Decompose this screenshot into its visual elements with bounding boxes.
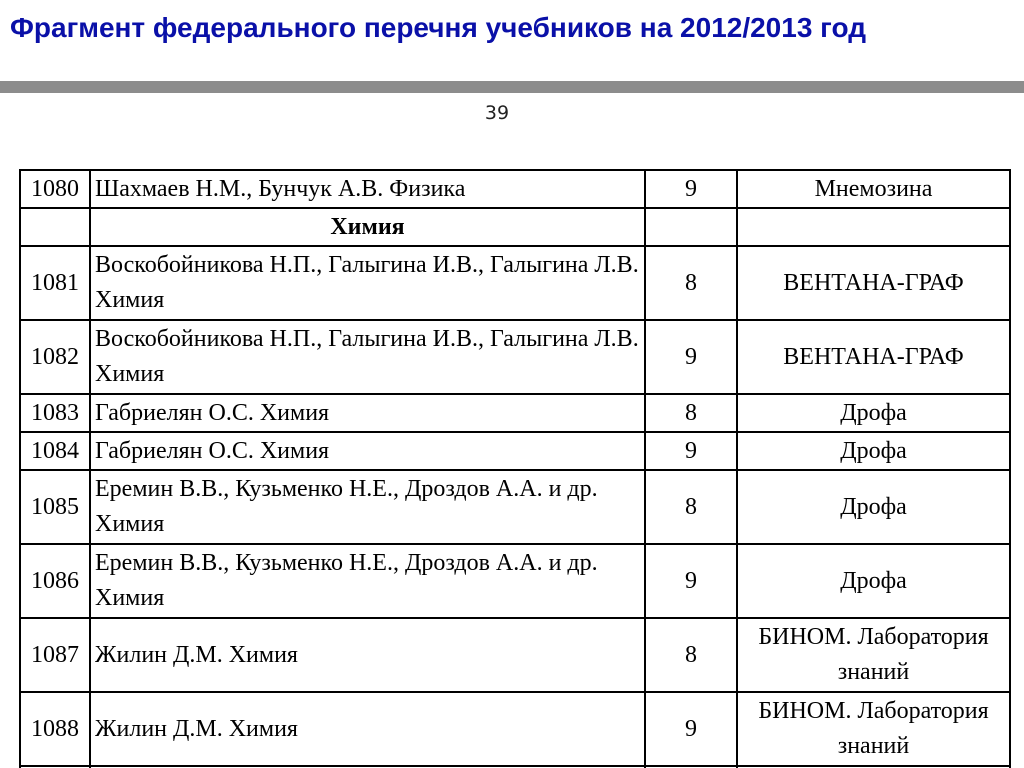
empty-cell bbox=[645, 208, 737, 246]
textbook-list-table bbox=[19, 169, 1011, 768]
slide-title: Фрагмент федерального перечня учебников на 2012/2013 год bbox=[10, 12, 866, 43]
book-title: Еремин В.В., Кузьменко Н.Е., Дроздов А.А. и др. Химия bbox=[90, 544, 645, 618]
table-row bbox=[20, 544, 1010, 618]
table-row bbox=[20, 692, 1010, 766]
grade-cell: 9 bbox=[645, 320, 737, 394]
grade-cell: 9 bbox=[645, 432, 737, 470]
row-number: 1081 bbox=[20, 246, 90, 320]
publisher-cell: Дрофа bbox=[737, 544, 1010, 618]
book-title: Жилин Д.М. Химия bbox=[90, 692, 645, 766]
row-number: 1082 bbox=[20, 320, 90, 394]
row-number: 1080 bbox=[20, 170, 90, 208]
row-number: 1088 bbox=[20, 692, 90, 766]
book-title: Воскобойникова Н.П., Галыгина И.В., Галыгина Л.В. Химия bbox=[90, 320, 645, 394]
book-title: Жилин Д.М. Химия bbox=[90, 618, 645, 692]
grade-cell: 9 bbox=[645, 692, 737, 766]
grade-cell: 8 bbox=[645, 470, 737, 544]
table-row bbox=[20, 432, 1010, 470]
publisher-cell: Мнемозина bbox=[737, 170, 1010, 208]
publisher-cell: Дрофа bbox=[737, 432, 1010, 470]
grade-cell: 9 bbox=[645, 544, 737, 618]
table-row bbox=[20, 618, 1010, 692]
page-number: 39 bbox=[484, 102, 510, 124]
row-number: 1086 bbox=[20, 544, 90, 618]
book-title: Воскобойникова Н.П., Галыгина И.В., Галыгина Л.В. Химия bbox=[90, 246, 645, 320]
row-number: 1084 bbox=[20, 432, 90, 470]
publisher-cell: ВЕНТАНА-ГРАФ bbox=[737, 246, 1010, 320]
book-title: Габриелян О.С. Химия bbox=[90, 394, 645, 432]
table-row bbox=[20, 394, 1010, 432]
publisher-cell: ВЕНТАНА-ГРАФ bbox=[737, 320, 1010, 394]
title-divider bbox=[0, 81, 1024, 93]
publisher-cell: БИНОМ. Лаборатория знаний bbox=[737, 618, 1010, 692]
book-title: Шахмаев Н.М., Бунчук А.В. Физика bbox=[90, 170, 645, 208]
section-heading: Химия bbox=[90, 208, 645, 246]
table-row bbox=[20, 320, 1010, 394]
grade-cell: 8 bbox=[645, 246, 737, 320]
grade-cell: 8 bbox=[645, 394, 737, 432]
section-row bbox=[20, 208, 1010, 246]
publisher-cell: Дрофа bbox=[737, 394, 1010, 432]
row-number: 1087 bbox=[20, 618, 90, 692]
book-title: Габриелян О.С. Химия bbox=[90, 432, 645, 470]
publisher-cell: Дрофа bbox=[737, 470, 1010, 544]
empty-cell bbox=[20, 208, 90, 246]
table-row bbox=[20, 246, 1010, 320]
grade-cell: 8 bbox=[645, 618, 737, 692]
row-number: 1085 bbox=[20, 470, 90, 544]
empty-cell bbox=[737, 208, 1010, 246]
table-row bbox=[20, 470, 1010, 544]
book-title: Еремин В.В., Кузьменко Н.Е., Дроздов А.А. и др. Химия bbox=[90, 470, 645, 544]
publisher-cell: БИНОМ. Лаборатория знаний bbox=[737, 692, 1010, 766]
table-row bbox=[20, 170, 1010, 208]
grade-cell: 9 bbox=[645, 170, 737, 208]
row-number: 1083 bbox=[20, 394, 90, 432]
